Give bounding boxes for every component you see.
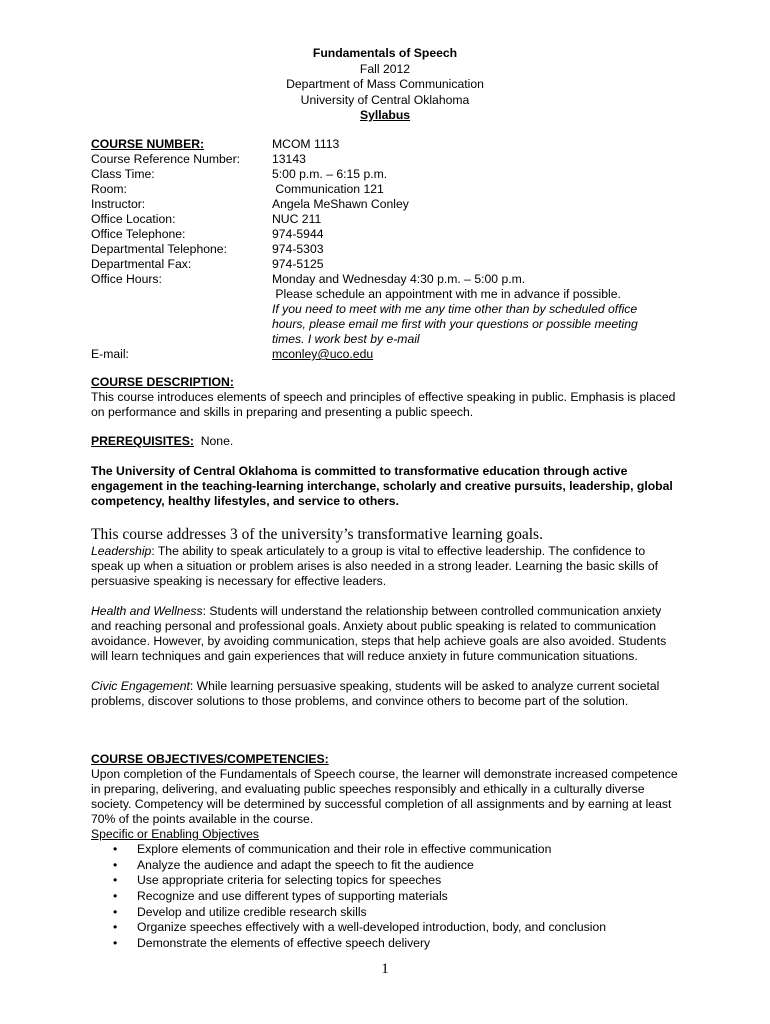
office-hours-italic-2: hours, please email me first with your questions or possible meeting [272,317,638,331]
objectives-list [91,842,681,952]
email-value [272,347,373,362]
goal-health-text: : Students will understand the relationship between controlled communication anxiety and reaching personal and professional goals. Anxiety about public speaking is related to communication avoidance. However, by avoiding communication, steps that help achieve goals are also avoided. Students will learn techniques and gain experiences that will reduce anxiety in future communication situations. [91,604,667,663]
email-link[interactable]: mconley@uco.edu [272,347,374,361]
bullet-icon: • [113,904,118,919]
list-item [91,873,681,889]
objectives-subheading: Specific or Enabling Objectives [91,827,260,841]
list-item-text: Develop and utilize credible research skills [137,904,367,919]
info-row-office-hours [91,272,691,347]
objectives-intro: Upon completion of the Fundamentals of Speech course, the learner will demonstrate increased competence in preparing, delivering, and evaluating public speeches responsibly and ethically in a culturally diverse society. Competency will be determined by successful completion of all assignments and by earning at least 70% of the points available in the course. [91,767,678,826]
instructor-label: Instructor: [91,197,146,211]
course-title: Fundamentals of Speech [312,46,458,60]
objectives-section [91,752,681,952]
info-row-email [91,347,691,362]
goals-section [91,526,681,709]
goal-leadership-text: : The ability to speak articulately to a group is vital to effective leadership. The confidence to speak up when a situation or problem arises is also needed in a strong leader. Learning the basic skills of persuasive speaking is necessary for effective leaders. [91,544,659,588]
bullet-icon: • [113,857,118,872]
term: Fall 2012 [359,61,411,76]
info-row-class-time [91,167,691,182]
office-phone-value: 974-5944 [272,227,324,241]
office-hours-value [272,272,638,347]
class-time-value: 5:00 p.m. – 6:15 p.m. [272,167,388,181]
course-number-value: MCOM 1113 [272,137,340,151]
list-item-text: Organize speeches effectively with a well-developed introduction, body, and conclusion [137,920,607,935]
goal-health [91,604,681,664]
university: University of Central Oklahoma [300,92,470,107]
info-row-room [91,182,691,197]
list-item-text: Analyze the audience and adapt the speech to fit the audience [137,857,474,872]
list-item [91,936,681,952]
dept-phone-label: Departmental Telephone: [91,242,227,256]
goal-civic-term: Civic Engagement [91,679,190,693]
crn-label: Course Reference Number: [91,152,241,166]
course-number-label: COURSE NUMBER: [91,137,205,151]
office-hours-italic-3: times. I work best by e-mail [272,332,420,346]
room-value: Communication 121 [272,182,384,196]
office-hours-italic-1: If you need to meet with me any time other than by scheduled office [272,302,638,316]
office-hours-label: Office Hours: [91,272,162,286]
dept-fax-value: 974-5125 [272,257,324,271]
office-hours-times: Monday and Wednesday 4:30 p.m. – 5:00 p.m. [272,272,526,286]
bullet-icon: • [113,842,118,856]
info-row-dept-phone [91,242,691,257]
list-item-text: Explore elements of communication and their role in effective communication [137,842,552,856]
list-item [91,842,681,858]
bullet-icon: • [113,889,118,904]
bullet-icon: • [113,920,118,935]
course-description-text: This course introduces elements of speech and principles of effective speaking in public. Emphasis is placed on performance and skills in preparing and presenting a public speech. [91,390,676,419]
commitment-statement: The University of Central Oklahoma is committed to transformative education through active engagement in the teaching-learning interchange, scholarly and creative pursuits, leadership, global competency, healthy lifestyles, and service to others. [91,464,673,508]
email-label: E-mail: [91,347,129,361]
goal-leadership [91,544,681,589]
course-description-section [91,375,681,420]
info-row-crn [91,152,691,167]
room-label: Room: [91,182,127,196]
list-item-text: Demonstrate the elements of effective speech delivery [137,936,431,951]
prerequisites-heading: PREREQUISITES: [91,434,194,448]
dept-phone-value: 974-5303 [272,242,324,256]
list-item [91,858,681,874]
list-item-text: Use appropriate criteria for selecting topics for speeches [137,873,442,888]
list-item [91,889,681,905]
office-location-label: Office Location: [91,212,176,226]
info-row-office-location [91,212,691,227]
instructor-value: Angela MeShawn Conley [272,197,409,211]
goal-civic [91,679,681,709]
goal-leadership-term: Leadership [91,544,152,558]
document-header [0,46,770,124]
office-location-value: NUC 211 [272,212,322,226]
dept-fax-label: Departmental Fax: [91,257,192,271]
bullet-icon: • [113,873,118,888]
info-row-office-phone [91,227,691,242]
doc-type: Syllabus [359,108,411,122]
goal-health-term: Health and Wellness [91,604,203,618]
prerequisites-text: None. [200,434,234,448]
goal-civic-text: : While learning persuasive speaking, students will be asked to analyze current societal problems, discover solutions to those problems, and convince others to become part of the solution. [91,679,660,708]
office-hours-note: Please schedule an appointment with me in advance if possible. [272,287,621,301]
info-row-instructor [91,197,691,212]
info-row-course-number [91,137,691,152]
office-phone-label: Office Telephone: [91,227,186,241]
list-item [91,920,681,936]
class-time-label: Class Time: [91,167,155,181]
course-description-heading: COURSE DESCRIPTION: [91,375,234,389]
objectives-heading: COURSE OBJECTIVES/COMPETENCIES: [91,752,329,766]
department: Department of Mass Communication [286,77,484,91]
list-item [91,905,681,921]
goals-heading: This course addresses 3 of the university’s transformative learning goals. [91,526,543,543]
list-item-text: Recognize and use different types of supporting materials [137,889,448,904]
info-row-dept-fax [91,257,691,272]
course-info [91,137,691,362]
prerequisites-section [91,434,681,449]
bullet-icon: • [113,936,118,951]
page-number: 1 [381,961,389,977]
crn-value: 13143 [272,152,306,166]
